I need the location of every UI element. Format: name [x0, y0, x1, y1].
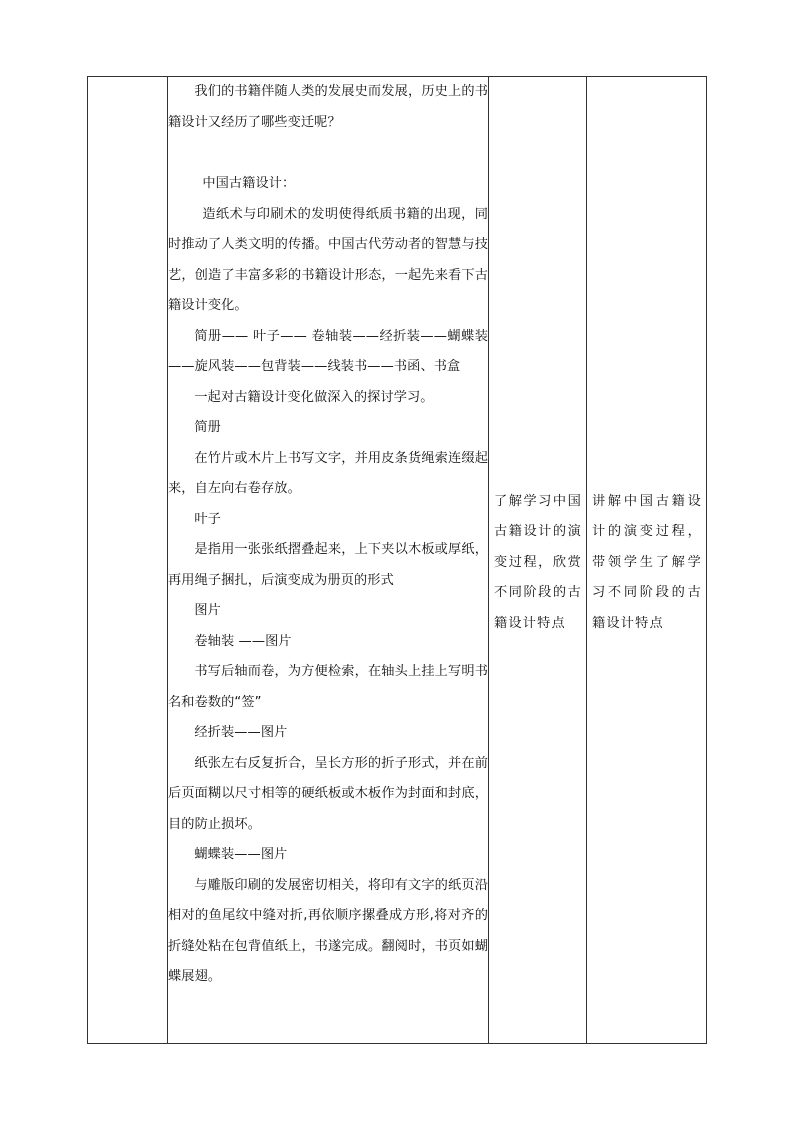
- student-activity-cell: [489, 77, 587, 1044]
- teacher-activity-text: 讲解中国古籍设计的演变过程，带领学生了解学习不同阶段的古籍设计特点: [592, 493, 702, 631]
- evolution-sequence: 简册—— 叶子—— 卷轴装——经折装——蝴蝶装——旋风装——包背装——线装书——书函、书盒: [168, 328, 488, 374]
- student-activity-text: 了解学习中国古籍设计的演变过程，欣赏不同阶段的古籍设计特点: [494, 493, 582, 631]
- section-heading: 中国古籍设计：: [202, 176, 296, 191]
- image-placeholder-label: 图片: [194, 603, 221, 618]
- body-paragraph: 书写后轴而卷，为方便检索，在轴头上挂上写明书名和卷数的“签”: [168, 664, 488, 710]
- body-paragraph: 造纸术与印刷术的发明使得纸质书籍的出现，同时推动了人类文明的传播。中国古代劳动者的智慧与技艺，创造了丰富多彩的书籍设计形态，一起先来看下古籍设计变化。: [168, 206, 488, 313]
- subheading-yezi: 叶子: [194, 511, 221, 527]
- subheading-juanzhouzhuang: 卷轴装 ——图片: [194, 633, 292, 649]
- body-paragraph: 一起对古籍设计变化做深入的探讨学习。: [194, 389, 434, 405]
- body-paragraph: 在竹片或木片上书写文字，并用皮条货绳索连缀起来，自左向右卷存放。: [168, 450, 488, 496]
- teacher-activity-cell: [587, 77, 707, 1044]
- lesson-plan-table: [87, 76, 707, 1044]
- empty-label-cell: [88, 77, 168, 1044]
- intro-question: 我们的书籍伴随人类的发展史而发展，历史上的书籍设计又经历了哪些变迁呢？: [168, 84, 488, 130]
- blank-line: [168, 138, 488, 169]
- subheading-jiance: 简册: [194, 420, 221, 435]
- body-paragraph: 纸张左右反复折合，呈长方形的折子形式，并在前后页面糊以尺寸相等的硬纸板或木板作为封面和封底，目的防止损坏。: [168, 755, 488, 832]
- subheading-jingzhezhuang: 经折装——图片: [194, 725, 288, 740]
- body-paragraph: 是指用一张张纸摺叠起来，上下夹以木板或厚纸，再用绳子捆扎，后演变成为册页的形式: [168, 542, 488, 588]
- body-paragraph: 与雕版印刷的发展密切相关，将印有文字的纸页沿相对的鱼尾纹中缝对折,再依顺序摞叠成方形,将对齐的折缝处粘在包背值纸上，书遂完成。翻阅时，书页如蝴蝶展翅。: [168, 877, 488, 984]
- table-row: [88, 77, 707, 1044]
- content-cell: [168, 77, 489, 1044]
- subheading-hudiezhuang: 蝴蝶装——图片: [194, 847, 288, 862]
